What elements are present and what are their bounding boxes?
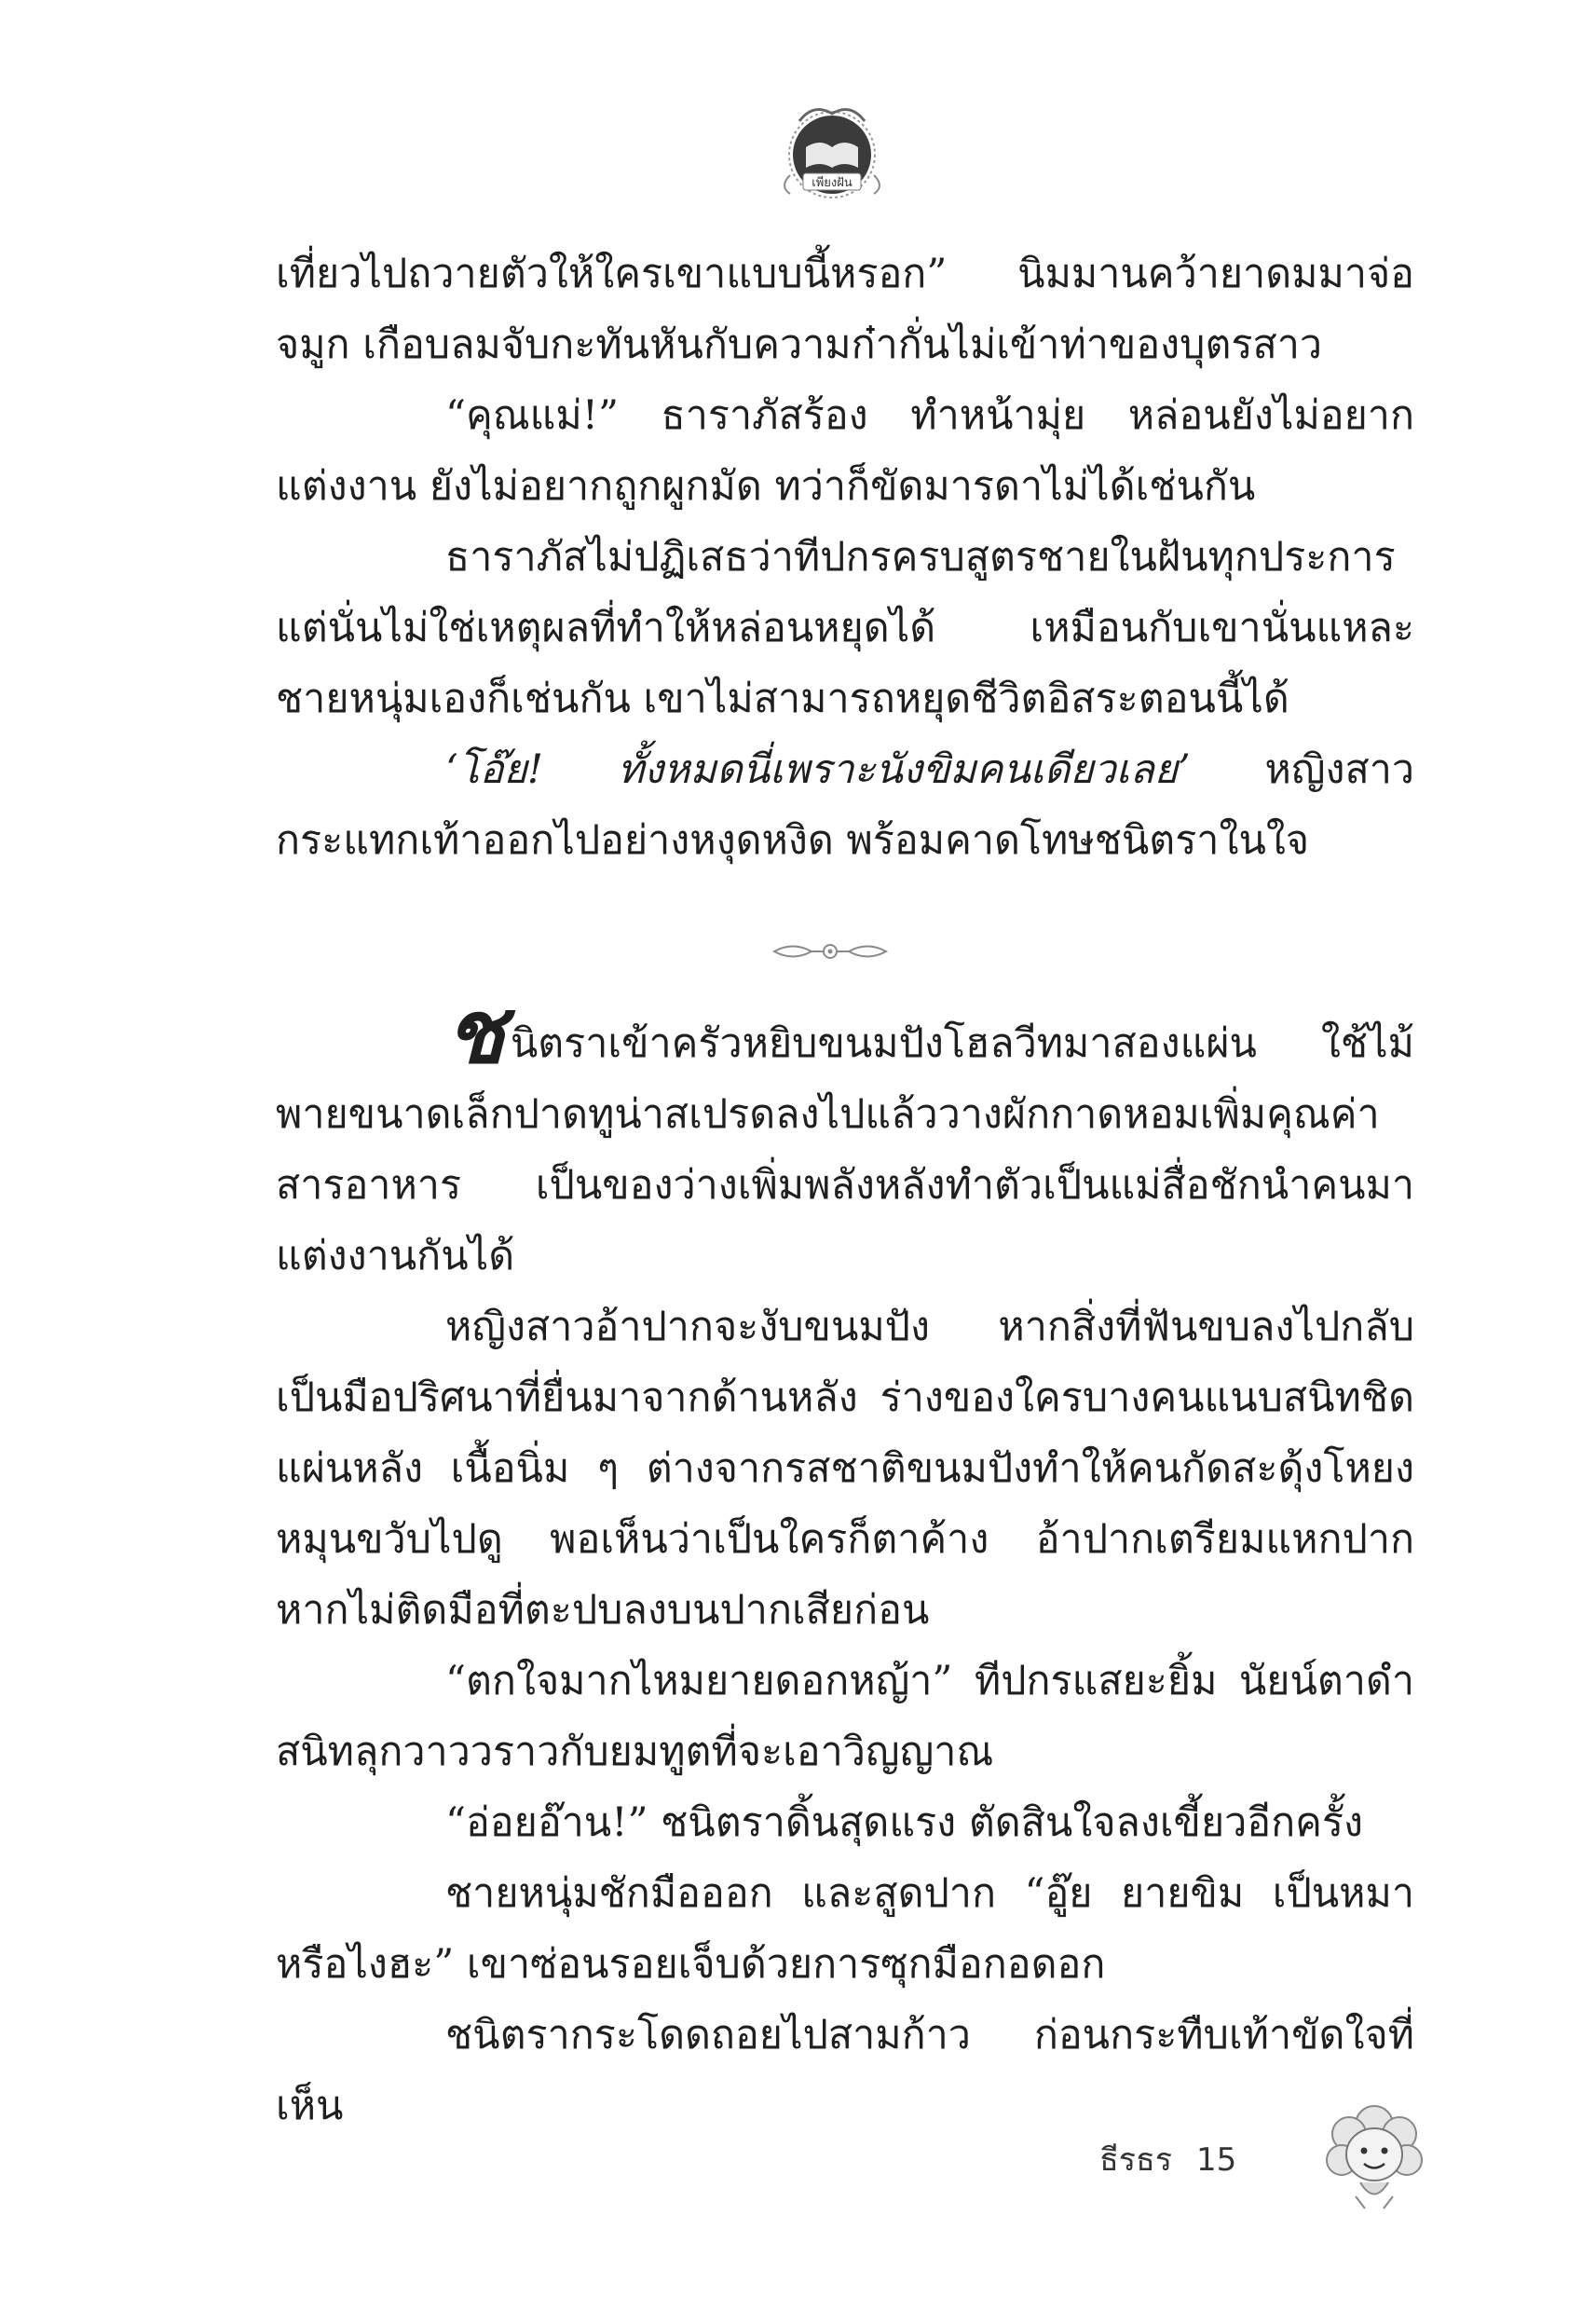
page-number: 15 xyxy=(1196,2141,1237,2179)
paragraph: ชายหนุ่มชักมือออก และสูดปาก “อู๊ย ยายขิม เป็นหมาหรือไงฮะ” เขาซ่อนรอยเจ็บด้วยการซุกมือกอดอก xyxy=(276,1870,1414,1988)
logo-text: เพียงฝัน xyxy=(812,176,853,190)
drop-cap: ช xyxy=(445,981,505,1084)
section-1 xyxy=(276,239,1414,876)
paragraph: หญิงสาวอ้าปากจะงับขนมปัง หากสิ่งที่ฟันขบลงไปกลับเป็นมือปริศนาที่ยื่นมาจากด้านหลัง ร่างของใครบางคนแนบสนิทชิดแผ่นหลัง เนื้อนิ่ม ๆ ต่างจากรสชาติขนมปังทำให้คนกัดสะดุ้งโหยงหมุนขวับไปดู พอเห็นว่าเป็นใครก็ตาค้าง อ้าปากเตรียมแหกปาก หากไม่ติดมือที่ตะปบลงบนปากเสียก่อน xyxy=(276,1304,1414,1634)
paragraph: “อ่อยอ๊าน!” ชนิตราดิ้นสุดแรง ตัดสินใจลงเขี้ยวอีกครั้ง xyxy=(445,1799,1364,1846)
paragraph xyxy=(276,981,1414,1292)
paragraph: “ตกใจมากไหมยายดอกหญ้า” ทีปกรแสยะยิ้ม นัยน์ตาดำสนิทลุกวาววราวกับยมทูตที่จะเอาวิญญาณ xyxy=(276,1658,1414,1775)
section-2 xyxy=(276,981,1414,2141)
quote-continuation: หญิงสาวกระแทกเท้าออกไปอย่างหงุดหงิด พร้อมคาดโทษชนิตราในใจ xyxy=(276,746,1414,864)
italic-quote: ‘โอ๊ย! ทั้งหมดนี่เพราะนังขิมคนเดียวเลย’ xyxy=(445,746,1191,793)
paragraph: “คุณแม่!” ธาราภัสร้อง ทำหน้ามุ่ย หล่อนยังไม่อยากแต่งงาน ยังไม่อยากถูกผูกมัด ทว่าก็ขัดมารดาไม่ได้เช่นกัน xyxy=(276,392,1414,510)
paragraph: ชนิตรากระโดดถอยไปสามก้าว ก่อนกระทืบเท้าขัดใจที่เห็น xyxy=(276,2012,1414,2129)
section-divider-icon xyxy=(770,937,891,965)
paragraph: ธาราภัสไม่ปฏิเสธว่าทีปกรครบสูตรชายในฝันทุกประการ แต่นั่นไม่ใช่เหตุผลที่ทำให้หล่อนหยุดได้ เหมือนกับเขานั่นแหละ ชายหนุ่มเองก็เช่นกัน เขาไม่สามารถหยุดชีวิตอิสระตอนนี้ได้ xyxy=(276,534,1414,722)
paragraph: เที่ยวไปถวายตัวให้ใครเขาแบบนี้หรอก” นิมมานคว้ายาดมมาจ่อจมูก เกือบลมจับกะทันหันกับความก๋ากั่นไม่เข้าท่าของบุตรสาว xyxy=(276,251,1414,368)
page-footer xyxy=(1099,2134,1236,2184)
first-paragraph-text: นิตราเข้าครัวหยิบขนมปังโฮลวีทมาสองแผ่น ใช้ไม้พายขนาดเล็กปาดทูน่าสเปรดลงไปแล้ววางผักกาดหอมเพิ่มคุณค่าสารอาหาร เป็นของว่างเพิ่มพลังหลังทำตัวเป็นแม่สื่อชักนำคนมาแต่งงานกันได้ xyxy=(276,1020,1414,1279)
author-name: ธีรธร xyxy=(1099,2141,1173,2179)
publisher-logo-icon xyxy=(762,93,902,205)
paragraph xyxy=(276,734,1414,876)
mascot-icon xyxy=(1304,2080,1444,2220)
